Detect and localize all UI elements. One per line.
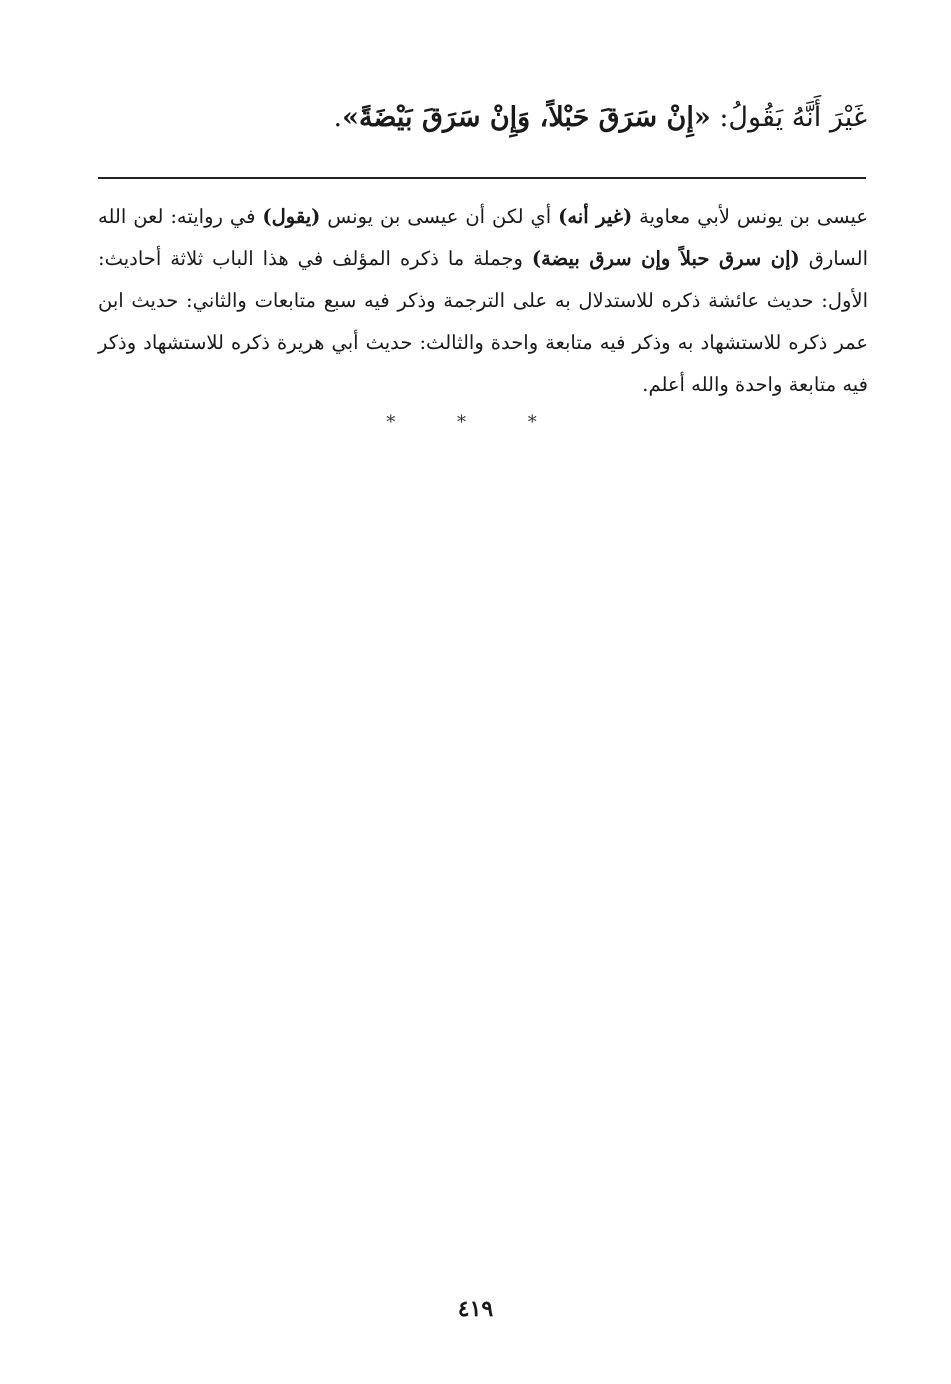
commentary-segment-4: وجملة ما ذكره المؤلف في هذا الباب ثلاثة أحاديث: الأول: حديث عائشة ذكره للاستدلال به على الترجمة وذكر فيه سبع متابعات والثاني: حديث ابن عمر ذكره للاستشهاد به وذكر فيه متابعة واحدة والثالث: حديث أبي هريرة ذكره للاستشهاد وذكر فيه متابعة واحدة والله أعلم. xyxy=(98,247,868,396)
commentary-segment-2: أي لكن أن عيسى بن يونس xyxy=(320,205,559,228)
commentary-bold-1: (غير أنه) xyxy=(558,205,633,228)
main-text-end: . xyxy=(333,102,343,133)
footnote-divider xyxy=(98,177,866,179)
commentary-segment-1: عيسى بن يونس لأبي معاوية xyxy=(632,205,869,228)
commentary-paragraph xyxy=(98,196,868,406)
commentary-bold-3: (إن سرق حبلاً وإن سرق بيضة) xyxy=(531,247,800,270)
main-text-intro: غَيْرَ أَنَّهُ يَقُولُ: xyxy=(710,102,867,133)
commentary-segment-3: في روايته: لعن الله السارق xyxy=(98,205,869,270)
page-number: ٤١٩ xyxy=(457,1296,494,1322)
section-separator: * * * xyxy=(386,412,565,433)
commentary-bold-2: (يقول) xyxy=(262,205,321,228)
main-text xyxy=(87,96,867,140)
hadith-quote: «إِنْ سَرَقَ حَبْلاً، وَإِنْ سَرَقَ بَيْضَةً» xyxy=(342,102,711,133)
